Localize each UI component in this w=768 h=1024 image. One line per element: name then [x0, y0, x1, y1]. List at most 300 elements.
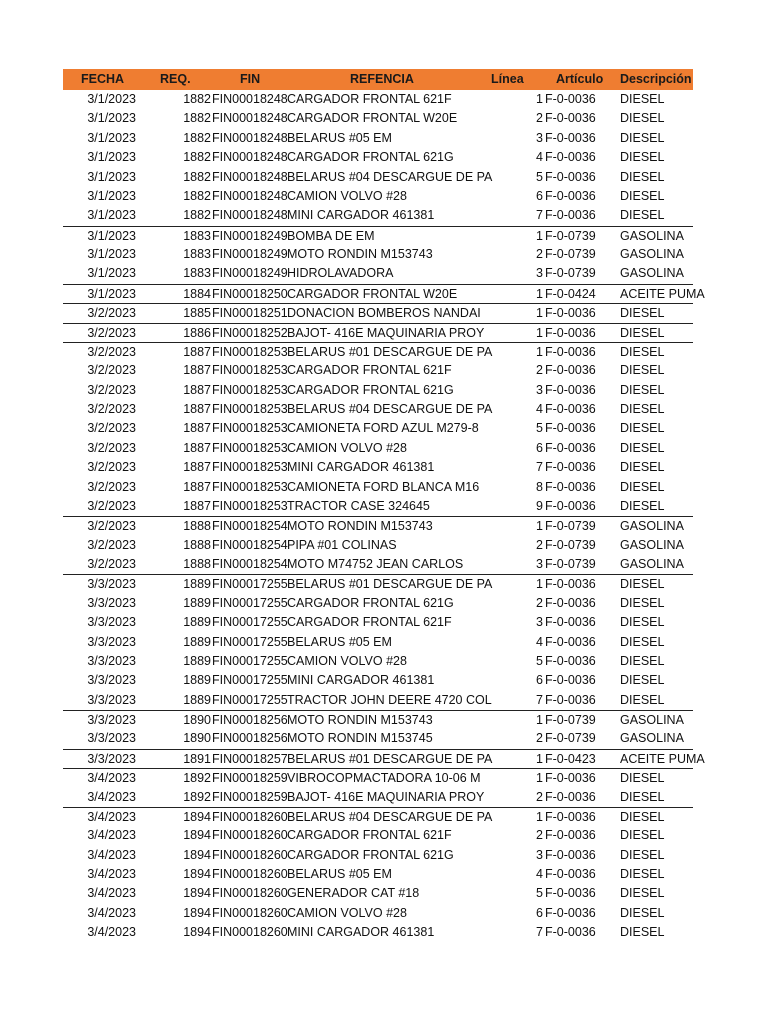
- cell-refencia[interactable]: CARGADOR FRONTAL 621G: [287, 150, 454, 165]
- cell-descripcion[interactable]: DIESEL: [620, 692, 665, 707]
- cell-linea[interactable]: 8: [536, 479, 543, 494]
- cell-fecha[interactable]: 3/1/2023: [87, 247, 136, 261]
- table-row[interactable]: [63, 671, 693, 690]
- cell-refencia[interactable]: CARGADOR FRONTAL 621G: [287, 847, 454, 862]
- cell-refencia[interactable]: BAJOT- 416E MAQUINARIA PROY: [287, 325, 485, 340]
- cell-fin[interactable]: FIN00018248: [212, 111, 288, 126]
- cell-fin[interactable]: FIN00018252: [212, 325, 288, 340]
- table-row[interactable]: [63, 148, 693, 167]
- cell-descripcion[interactable]: DIESEL: [620, 771, 665, 786]
- cell-articulo[interactable]: F-0-0036: [545, 479, 596, 494]
- cell-req[interactable]: 1892: [183, 771, 211, 786]
- cell-req[interactable]: 1889: [183, 692, 211, 707]
- cell-linea[interactable]: 1: [536, 577, 543, 592]
- cell-req[interactable]: 1889: [183, 577, 211, 592]
- cell-fin[interactable]: FIN00018254: [212, 519, 288, 534]
- cell-linea[interactable]: 1: [536, 713, 543, 727]
- table-row[interactable]: [63, 303, 693, 322]
- cell-fin[interactable]: FIN00018248: [212, 188, 288, 203]
- cell-refencia[interactable]: MINI CARGADOR 461381: [287, 925, 435, 940]
- table-row[interactable]: [63, 206, 693, 225]
- cell-descripcion[interactable]: DIESEL: [620, 673, 665, 688]
- cell-linea[interactable]: 5: [536, 421, 543, 436]
- cell-articulo[interactable]: F-0-0739: [545, 519, 596, 534]
- cell-fin[interactable]: FIN00017255: [212, 673, 288, 688]
- cell-refencia[interactable]: MOTO RONDIN M153743: [287, 519, 433, 534]
- cell-descripcion[interactable]: DIESEL: [620, 92, 665, 106]
- cell-fecha[interactable]: 3/1/2023: [87, 150, 136, 165]
- cell-refencia[interactable]: MOTO RONDIN M153745: [287, 731, 433, 746]
- cell-linea[interactable]: 6: [536, 188, 543, 203]
- cell-linea[interactable]: 9: [536, 498, 543, 513]
- cell-descripcion[interactable]: DIESEL: [620, 577, 665, 592]
- cell-articulo[interactable]: F-0-0424: [545, 286, 596, 301]
- cell-fecha[interactable]: 3/3/2023: [87, 751, 136, 766]
- table-row[interactable]: [63, 342, 693, 361]
- table-row[interactable]: [63, 904, 693, 923]
- cell-articulo[interactable]: F-0-0036: [545, 208, 596, 223]
- cell-linea[interactable]: 2: [536, 595, 543, 610]
- cell-articulo[interactable]: F-0-0739: [545, 713, 596, 727]
- cell-articulo[interactable]: F-0-0036: [545, 498, 596, 513]
- cell-refencia[interactable]: VIBROCOPMACTADORA 10-06 M: [287, 771, 481, 786]
- table-row[interactable]: [63, 846, 693, 865]
- cell-refencia[interactable]: CAMIONETA FORD AZUL M279-8: [287, 421, 479, 436]
- cell-refencia[interactable]: MOTO RONDIN M153743: [287, 713, 433, 727]
- cell-articulo[interactable]: F-0-0036: [545, 460, 596, 475]
- cell-fecha[interactable]: 3/1/2023: [87, 266, 136, 281]
- cell-req[interactable]: 1888: [183, 537, 211, 552]
- cell-articulo[interactable]: F-0-0739: [545, 266, 596, 281]
- cell-fecha[interactable]: 3/4/2023: [87, 809, 136, 824]
- cell-descripcion[interactable]: DIESEL: [620, 169, 665, 184]
- cell-fecha[interactable]: 3/2/2023: [87, 519, 136, 534]
- cell-fin[interactable]: FIN00018259: [212, 789, 288, 804]
- cell-fin[interactable]: FIN00018253: [212, 382, 288, 397]
- cell-descripcion[interactable]: DIESEL: [620, 847, 665, 862]
- cell-refencia[interactable]: BELARUS #05 EM: [287, 130, 392, 145]
- cell-req[interactable]: 1886: [183, 325, 211, 340]
- table-row[interactable]: [63, 633, 693, 652]
- cell-linea[interactable]: 3: [536, 130, 543, 145]
- cell-fecha[interactable]: 3/3/2023: [87, 713, 136, 727]
- table-row[interactable]: [63, 419, 693, 438]
- cell-articulo[interactable]: F-0-0036: [545, 789, 596, 804]
- cell-fecha[interactable]: 3/2/2023: [87, 402, 136, 416]
- cell-refencia[interactable]: BELARUS #05 EM: [287, 634, 392, 649]
- cell-fin[interactable]: FIN00017255: [212, 634, 288, 649]
- cell-req[interactable]: 1894: [183, 809, 211, 824]
- cell-req[interactable]: 1889: [183, 673, 211, 688]
- table-row[interactable]: [63, 768, 693, 787]
- cell-req[interactable]: 1891: [183, 751, 211, 766]
- cell-req[interactable]: 1894: [183, 905, 211, 920]
- cell-descripcion[interactable]: DIESEL: [620, 925, 665, 940]
- cell-descripcion[interactable]: GASOLINA: [620, 537, 684, 552]
- cell-fecha[interactable]: 3/3/2023: [87, 731, 136, 746]
- cell-descripcion[interactable]: DIESEL: [620, 460, 665, 475]
- cell-refencia[interactable]: CARGADOR FRONTAL 621F: [287, 615, 452, 630]
- cell-req[interactable]: 1894: [183, 828, 211, 843]
- cell-fecha[interactable]: 3/4/2023: [87, 867, 136, 881]
- cell-fecha[interactable]: 3/3/2023: [87, 595, 136, 610]
- cell-articulo[interactable]: F-0-0036: [545, 673, 596, 688]
- cell-fecha[interactable]: 3/1/2023: [87, 188, 136, 203]
- cell-descripcion[interactable]: GASOLINA: [620, 266, 684, 281]
- cell-linea[interactable]: 1: [536, 325, 543, 340]
- cell-articulo[interactable]: F-0-0036: [545, 150, 596, 165]
- table-row[interactable]: [63, 245, 693, 264]
- table-row[interactable]: [63, 536, 693, 555]
- cell-articulo[interactable]: F-0-0036: [545, 828, 596, 843]
- cell-linea[interactable]: 4: [536, 402, 543, 416]
- cell-descripcion[interactable]: DIESEL: [620, 440, 665, 455]
- cell-linea[interactable]: 6: [536, 440, 543, 455]
- cell-req[interactable]: 1882: [183, 111, 211, 126]
- table-row[interactable]: [63, 923, 693, 942]
- table-row[interactable]: [63, 865, 693, 884]
- cell-fin[interactable]: FIN00018253: [212, 479, 288, 494]
- cell-descripcion[interactable]: DIESEL: [620, 344, 665, 359]
- cell-linea[interactable]: 3: [536, 266, 543, 281]
- cell-fecha[interactable]: 3/2/2023: [87, 306, 136, 321]
- cell-fin[interactable]: FIN00018260: [212, 847, 288, 862]
- cell-descripcion[interactable]: GASOLINA: [620, 557, 684, 571]
- cell-fin[interactable]: FIN00018249: [212, 266, 288, 281]
- cell-req[interactable]: 1887: [183, 421, 211, 436]
- cell-linea[interactable]: 4: [536, 634, 543, 649]
- cell-fin[interactable]: FIN00018253: [212, 344, 288, 359]
- cell-refencia[interactable]: BELARUS #01 DESCARGUE DE PA: [287, 751, 493, 766]
- table-row[interactable]: [63, 323, 693, 342]
- table-row[interactable]: [63, 884, 693, 903]
- cell-fecha[interactable]: 3/1/2023: [87, 228, 136, 243]
- cell-fecha[interactable]: 3/2/2023: [87, 557, 136, 571]
- cell-req[interactable]: 1887: [183, 440, 211, 455]
- cell-articulo[interactable]: F-0-0036: [545, 402, 596, 416]
- cell-req[interactable]: 1887: [183, 382, 211, 397]
- table-row[interactable]: [63, 109, 693, 128]
- cell-refencia[interactable]: TRACTOR JOHN DEERE 4720 COL: [287, 692, 492, 707]
- cell-req[interactable]: 1882: [183, 188, 211, 203]
- cell-fecha[interactable]: 3/1/2023: [87, 92, 136, 106]
- cell-fecha[interactable]: 3/1/2023: [87, 130, 136, 145]
- cell-req[interactable]: 1883: [183, 247, 211, 261]
- cell-req[interactable]: 1884: [183, 286, 211, 301]
- column-header-articulo[interactable]: Artículo: [556, 72, 604, 86]
- cell-articulo[interactable]: F-0-0036: [545, 577, 596, 592]
- cell-refencia[interactable]: TRACTOR CASE 324645: [287, 498, 430, 513]
- table-row[interactable]: [63, 226, 693, 245]
- cell-linea[interactable]: 7: [536, 460, 543, 475]
- cell-descripcion[interactable]: GASOLINA: [620, 247, 684, 261]
- cell-fin[interactable]: FIN00018253: [212, 363, 288, 378]
- cell-articulo[interactable]: F-0-0036: [545, 188, 596, 203]
- cell-req[interactable]: 1894: [183, 925, 211, 940]
- cell-articulo[interactable]: F-0-0036: [545, 886, 596, 901]
- cell-descripcion[interactable]: DIESEL: [620, 402, 665, 416]
- column-header-linea[interactable]: Línea: [491, 72, 524, 86]
- cell-linea[interactable]: 4: [536, 150, 543, 165]
- table-row[interactable]: [63, 129, 693, 148]
- cell-articulo[interactable]: F-0-0036: [545, 111, 596, 126]
- table-row[interactable]: [63, 691, 693, 710]
- table-row[interactable]: [63, 439, 693, 458]
- cell-req[interactable]: 1888: [183, 557, 211, 571]
- cell-descripcion[interactable]: DIESEL: [620, 809, 665, 824]
- cell-refencia[interactable]: PIPA #01 COLINAS: [287, 537, 397, 552]
- table-row[interactable]: [63, 652, 693, 671]
- cell-req[interactable]: 1883: [183, 266, 211, 281]
- cell-refencia[interactable]: CARGADOR FRONTAL 621G: [287, 382, 454, 397]
- cell-fecha[interactable]: 3/4/2023: [87, 771, 136, 786]
- cell-fecha[interactable]: 3/1/2023: [87, 208, 136, 223]
- cell-articulo[interactable]: F-0-0036: [545, 382, 596, 397]
- cell-req[interactable]: 1894: [183, 886, 211, 901]
- cell-articulo[interactable]: F-0-0423: [545, 751, 596, 766]
- cell-refencia[interactable]: BELARUS #01 DESCARGUE DE PA: [287, 344, 493, 359]
- cell-refencia[interactable]: BELARUS #04 DESCARGUE DE PA: [287, 402, 493, 416]
- table-row[interactable]: [63, 729, 693, 748]
- cell-fecha[interactable]: 3/2/2023: [87, 421, 136, 436]
- cell-articulo[interactable]: F-0-0036: [545, 344, 596, 359]
- cell-descripcion[interactable]: GASOLINA: [620, 713, 684, 727]
- column-header-descripcion[interactable]: Descripción: [620, 72, 692, 86]
- cell-req[interactable]: 1894: [183, 847, 211, 862]
- cell-articulo[interactable]: F-0-0739: [545, 557, 596, 571]
- cell-articulo[interactable]: F-0-0036: [545, 634, 596, 649]
- table-row[interactable]: [63, 613, 693, 632]
- cell-fecha[interactable]: 3/1/2023: [87, 286, 136, 301]
- cell-linea[interactable]: 5: [536, 886, 543, 901]
- cell-linea[interactable]: 2: [536, 247, 543, 261]
- cell-fin[interactable]: FIN00017255: [212, 653, 288, 668]
- cell-fin[interactable]: FIN00018260: [212, 905, 288, 920]
- cell-fecha[interactable]: 3/4/2023: [87, 828, 136, 843]
- cell-fecha[interactable]: 3/2/2023: [87, 460, 136, 475]
- cell-fin[interactable]: FIN00018256: [212, 713, 288, 727]
- cell-fecha[interactable]: 3/3/2023: [87, 634, 136, 649]
- table-row[interactable]: [63, 555, 693, 574]
- cell-refencia[interactable]: MINI CARGADOR 461381: [287, 673, 435, 688]
- cell-descripcion[interactable]: DIESEL: [620, 306, 665, 321]
- cell-fin[interactable]: FIN00018260: [212, 828, 288, 843]
- cell-refencia[interactable]: GENERADOR CAT #18: [287, 886, 420, 901]
- table-row[interactable]: [63, 497, 693, 516]
- cell-fecha[interactable]: 3/4/2023: [87, 905, 136, 920]
- cell-refencia[interactable]: BELARUS #04 DESCARGUE DE PA: [287, 809, 493, 824]
- cell-refencia[interactable]: CARGADOR FRONTAL W20E: [287, 111, 458, 126]
- table-row[interactable]: [63, 168, 693, 187]
- table-row[interactable]: [63, 284, 705, 303]
- cell-linea[interactable]: 1: [536, 306, 543, 321]
- cell-descripcion[interactable]: GASOLINA: [620, 731, 684, 746]
- cell-descripcion[interactable]: DIESEL: [620, 363, 665, 378]
- cell-fecha[interactable]: 3/2/2023: [87, 498, 136, 513]
- cell-refencia[interactable]: CARGADOR FRONTAL 621G: [287, 595, 454, 610]
- cell-articulo[interactable]: F-0-0036: [545, 847, 596, 862]
- table-row[interactable]: [63, 826, 693, 845]
- cell-fecha[interactable]: 3/2/2023: [87, 344, 136, 359]
- cell-fin[interactable]: FIN00018249: [212, 228, 288, 243]
- table-row[interactable]: [63, 400, 693, 419]
- cell-linea[interactable]: 3: [536, 847, 543, 862]
- cell-refencia[interactable]: CAMION VOLVO #28: [287, 440, 407, 455]
- cell-articulo[interactable]: F-0-0036: [545, 905, 596, 920]
- cell-articulo[interactable]: F-0-0036: [545, 169, 596, 184]
- cell-req[interactable]: 1882: [183, 208, 211, 223]
- table-row[interactable]: [63, 381, 693, 400]
- cell-fin[interactable]: FIN00017255: [212, 595, 288, 610]
- cell-linea[interactable]: 1: [536, 92, 543, 106]
- column-header-fin[interactable]: FIN: [240, 72, 261, 86]
- cell-articulo[interactable]: F-0-0739: [545, 228, 596, 243]
- cell-linea[interactable]: 3: [536, 382, 543, 397]
- cell-linea[interactable]: 1: [536, 519, 543, 534]
- column-header-refencia[interactable]: REFENCIA: [350, 72, 414, 86]
- cell-refencia[interactable]: CARGADOR FRONTAL 621F: [287, 828, 452, 843]
- cell-linea[interactable]: 1: [536, 751, 543, 766]
- cell-fin[interactable]: FIN00018254: [212, 557, 288, 571]
- cell-fin[interactable]: FIN00018250: [212, 286, 288, 301]
- cell-descripcion[interactable]: DIESEL: [620, 595, 665, 610]
- cell-refencia[interactable]: MINI CARGADOR 461381: [287, 208, 435, 223]
- cell-descripcion[interactable]: DIESEL: [620, 421, 665, 436]
- cell-req[interactable]: 1889: [183, 634, 211, 649]
- cell-linea[interactable]: 5: [536, 653, 543, 668]
- cell-fin[interactable]: FIN00018248: [212, 92, 288, 106]
- cell-articulo[interactable]: F-0-0036: [545, 363, 596, 378]
- cell-refencia[interactable]: MOTO M74752 JEAN CARLOS: [287, 557, 464, 571]
- cell-articulo[interactable]: F-0-0036: [545, 306, 596, 321]
- cell-req[interactable]: 1887: [183, 344, 211, 359]
- cell-descripcion[interactable]: DIESEL: [620, 188, 665, 203]
- cell-req[interactable]: 1882: [183, 169, 211, 184]
- cell-refencia[interactable]: CAMION VOLVO #28: [287, 653, 407, 668]
- cell-fecha[interactable]: 3/2/2023: [87, 537, 136, 552]
- cell-fecha[interactable]: 3/3/2023: [87, 615, 136, 630]
- table-row[interactable]: [63, 749, 705, 768]
- cell-fecha[interactable]: 3/2/2023: [87, 325, 136, 340]
- cell-articulo[interactable]: F-0-0036: [545, 867, 596, 881]
- column-header-fecha[interactable]: FECHA: [81, 72, 125, 86]
- cell-fin[interactable]: FIN00018249: [212, 247, 288, 261]
- cell-fecha[interactable]: 3/2/2023: [87, 363, 136, 378]
- cell-req[interactable]: 1887: [183, 498, 211, 513]
- cell-fin[interactable]: FIN00018253: [212, 440, 288, 455]
- cell-refencia[interactable]: BELARUS #04 DESCARGUE DE PA: [287, 169, 493, 184]
- cell-descripcion[interactable]: DIESEL: [620, 150, 665, 165]
- cell-req[interactable]: 1894: [183, 867, 211, 881]
- cell-descripcion[interactable]: DIESEL: [620, 653, 665, 668]
- cell-fin[interactable]: FIN00018260: [212, 867, 288, 881]
- cell-fin[interactable]: FIN00018248: [212, 130, 288, 145]
- cell-fin[interactable]: FIN00017255: [212, 692, 288, 707]
- column-header-req[interactable]: REQ.: [160, 72, 191, 86]
- table-row[interactable]: [63, 187, 693, 206]
- cell-fecha[interactable]: 3/3/2023: [87, 673, 136, 688]
- cell-fecha[interactable]: 3/1/2023: [87, 111, 136, 126]
- cell-linea[interactable]: 5: [536, 169, 543, 184]
- cell-req[interactable]: 1882: [183, 130, 211, 145]
- cell-refencia[interactable]: CAMION VOLVO #28: [287, 188, 407, 203]
- cell-fin[interactable]: FIN00018253: [212, 402, 288, 416]
- cell-req[interactable]: 1888: [183, 519, 211, 534]
- cell-refencia[interactable]: CARGADOR FRONTAL 621F: [287, 92, 452, 106]
- cell-req[interactable]: 1887: [183, 363, 211, 378]
- cell-fin[interactable]: FIN00018248: [212, 169, 288, 184]
- cell-fecha[interactable]: 3/4/2023: [87, 925, 136, 940]
- cell-fecha[interactable]: 3/4/2023: [87, 847, 136, 862]
- cell-descripcion[interactable]: DIESEL: [620, 325, 665, 340]
- cell-linea[interactable]: 3: [536, 615, 543, 630]
- cell-descripcion[interactable]: DIESEL: [620, 886, 665, 901]
- cell-fin[interactable]: FIN00018248: [212, 150, 288, 165]
- cell-fin[interactable]: FIN00018248: [212, 208, 288, 223]
- cell-req[interactable]: 1887: [183, 402, 211, 416]
- cell-req[interactable]: 1889: [183, 595, 211, 610]
- table-row[interactable]: [63, 516, 693, 535]
- table-row[interactable]: [63, 361, 693, 380]
- cell-articulo[interactable]: F-0-0036: [545, 595, 596, 610]
- table-row[interactable]: [63, 90, 693, 109]
- cell-req[interactable]: 1885: [183, 306, 211, 321]
- table-row[interactable]: [63, 594, 693, 613]
- cell-descripcion[interactable]: DIESEL: [620, 382, 665, 397]
- cell-req[interactable]: 1889: [183, 615, 211, 630]
- cell-descripcion[interactable]: GASOLINA: [620, 228, 684, 243]
- cell-req[interactable]: 1882: [183, 150, 211, 165]
- cell-linea[interactable]: 3: [536, 557, 543, 571]
- cell-refencia[interactable]: BELARUS #05 EM: [287, 867, 392, 881]
- cell-fin[interactable]: FIN00018256: [212, 731, 288, 746]
- cell-refencia[interactable]: MINI CARGADOR 461381: [287, 460, 435, 475]
- cell-fin[interactable]: FIN00018251: [212, 306, 288, 321]
- cell-fin[interactable]: FIN00018260: [212, 925, 288, 940]
- cell-linea[interactable]: 7: [536, 692, 543, 707]
- table-row[interactable]: [63, 264, 693, 283]
- cell-refencia[interactable]: BELARUS #01 DESCARGUE DE PA: [287, 577, 493, 592]
- cell-articulo[interactable]: F-0-0739: [545, 247, 596, 261]
- cell-linea[interactable]: 2: [536, 789, 543, 804]
- cell-articulo[interactable]: F-0-0739: [545, 731, 596, 746]
- cell-articulo[interactable]: F-0-0036: [545, 809, 596, 824]
- cell-descripcion[interactable]: DIESEL: [620, 828, 665, 843]
- cell-req[interactable]: 1882: [183, 92, 211, 106]
- cell-linea[interactable]: 4: [536, 867, 543, 881]
- cell-linea[interactable]: 2: [536, 363, 543, 378]
- cell-articulo[interactable]: F-0-0036: [545, 653, 596, 668]
- cell-req[interactable]: 1889: [183, 653, 211, 668]
- cell-articulo[interactable]: F-0-0036: [545, 440, 596, 455]
- cell-linea[interactable]: 6: [536, 673, 543, 688]
- cell-articulo[interactable]: F-0-0036: [545, 130, 596, 145]
- cell-refencia[interactable]: CARGADOR FRONTAL 621F: [287, 363, 452, 378]
- cell-descripcion[interactable]: DIESEL: [620, 498, 665, 513]
- table-row[interactable]: [63, 478, 693, 497]
- cell-fecha[interactable]: 3/4/2023: [87, 886, 136, 901]
- cell-fin[interactable]: FIN00018260: [212, 809, 288, 824]
- cell-linea[interactable]: 1: [536, 809, 543, 824]
- cell-refencia[interactable]: DONACION BOMBEROS NANDAI: [287, 306, 481, 321]
- cell-req[interactable]: 1890: [183, 713, 211, 727]
- table-row[interactable]: [63, 710, 693, 729]
- cell-req[interactable]: 1887: [183, 460, 211, 475]
- table-row[interactable]: [63, 807, 693, 826]
- cell-descripcion[interactable]: GASOLINA: [620, 519, 684, 534]
- cell-linea[interactable]: 7: [536, 925, 543, 940]
- cell-fecha[interactable]: 3/2/2023: [87, 479, 136, 494]
